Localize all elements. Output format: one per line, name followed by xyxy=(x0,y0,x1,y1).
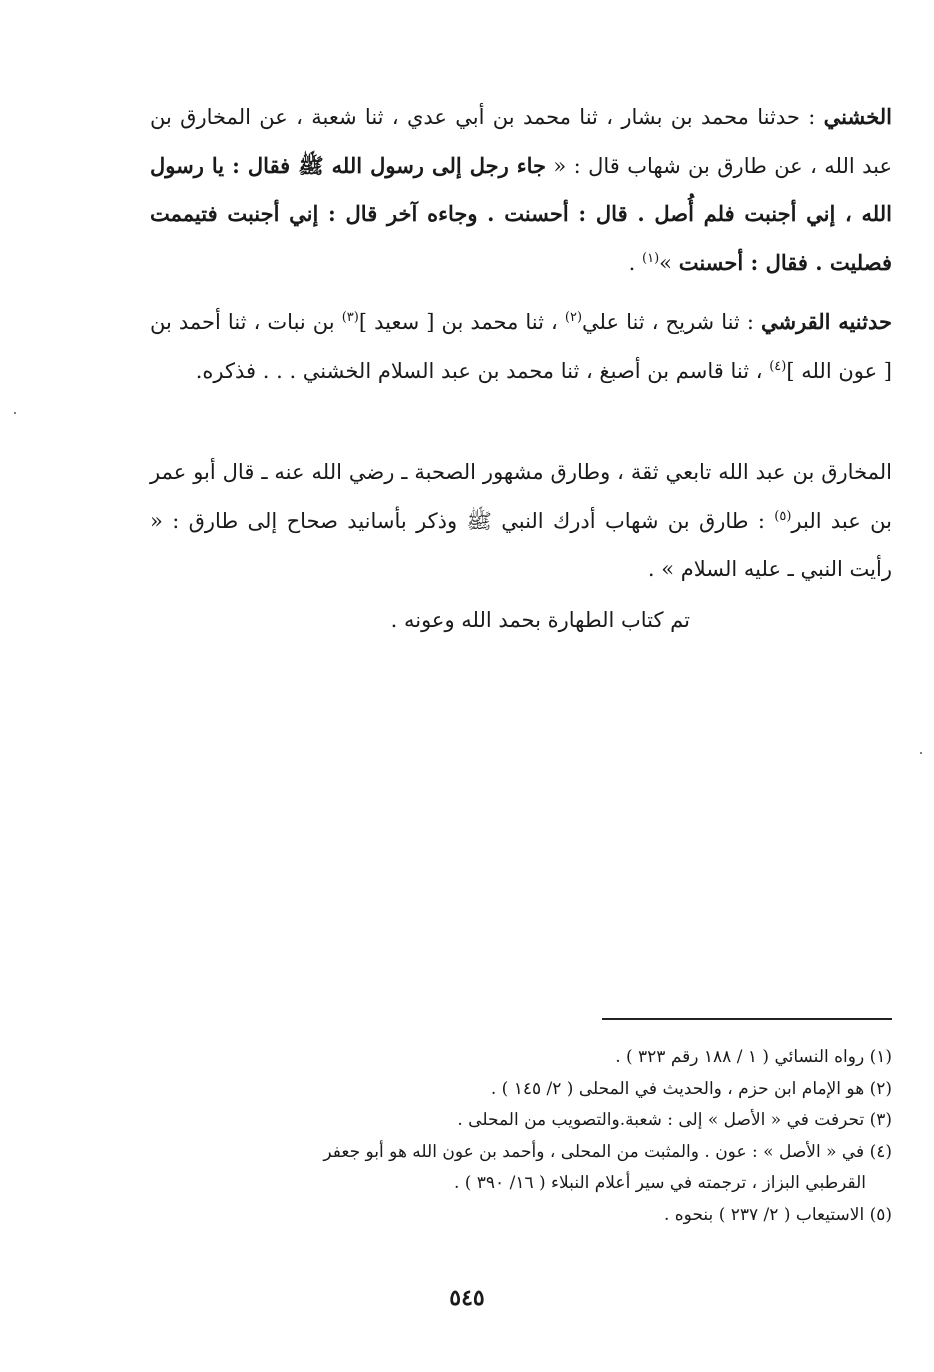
period: . xyxy=(628,250,643,275)
narrator-name: الخشني xyxy=(823,104,892,129)
hadith-matn: جاء رجل إلى رسول الله ﷺ فقال : يا رسول الله ، إني أجنبت فلم أُصل . قال : أحسنت . وجاءه آخر قال : إني أجنبت فتيممت فصليت . فقال : أحسنت xyxy=(150,152,892,275)
narrator-name: حدثنيه القرشي xyxy=(760,309,892,334)
page-number: ٥٤٥ xyxy=(449,1285,485,1311)
quote-close: » xyxy=(659,250,679,275)
isnad-text: بن نبات ، ثنا أحمد بن [ عون الله ] xyxy=(150,310,892,383)
isnad-text: : حدثنا محمد بن بشار ، ثنا محمد بن أبي عدي ، ثنا شعبة ، عن المخارق بن عبد الله ، عن طارق بن شهاب قال : « xyxy=(150,105,892,178)
isnad-text: : ثنا شريح ، ثنا علي xyxy=(582,310,761,334)
footnote-ref: (٤) xyxy=(769,358,787,374)
commentary-text: : طارق بن شهاب أدرك النبي ﷺ وذكر بأسانيد صحاح إلى طارق : « رأيت النبي ـ عليه السلام » . xyxy=(150,508,892,581)
footnotes xyxy=(150,1042,892,1231)
footnote-ref: (١) xyxy=(642,250,660,266)
footnote-4: (٤) في « الأصل » : عون . والمثبت من المحلى ، وأحمد بن عون الله هو أبو جعفر xyxy=(323,1141,892,1162)
footnote-4-line-2: القرطبي البزاز ، ترجمته في سير أعلام النبلاء ( ١٦/ ٣٩٠ ) . xyxy=(453,1173,866,1193)
footnote-5: (٥) الاستيعاب ( ٢/ ٢٣٧ ) بنحوه . xyxy=(663,1204,892,1225)
footnote-3: (٣) تحرفت في « الأصل » إلى : شعبة.والتصويب من المحلى . xyxy=(457,1110,892,1130)
footnote-ref: (٣) xyxy=(341,310,359,325)
footnote-4-continued xyxy=(150,1168,892,1200)
footnote-separator xyxy=(602,1018,892,1020)
scan-speck xyxy=(920,752,922,754)
closing-text: تم كتاب الطهارة بحمد الله وعونه . xyxy=(390,608,690,632)
commentary-paragraph xyxy=(150,448,892,594)
footnote-1: (١) رواه النسائي ( ١ / ١٨٨ رقم ٣٢٣ ) . xyxy=(615,1047,892,1067)
hadith-paragraph xyxy=(150,93,892,287)
footnote-ref: (٢) xyxy=(564,310,583,325)
isnad-text: ، ثنا محمد بن [ سعيد ] xyxy=(358,310,565,334)
isnad-text: ، ثنا قاسم بن أصبغ ، ثنا محمد بن عبد السلام الخشني . . . فذكره. xyxy=(195,358,770,383)
isnad-paragraph xyxy=(150,298,892,395)
commentary-text: المخارق بن عبد الله تابعي ثقة ، وطارق مشهور الصحبة ـ رضي الله عنه ـ قال أبو عمر بن عبد البر xyxy=(150,460,892,533)
footnote-ref: (٥) xyxy=(774,508,792,524)
footnote-2: (٢) هو الإمام ابن حزم ، والحديث في المحلى ( ٢/ ١٤٥ ) . xyxy=(490,1078,892,1099)
chapter-closing xyxy=(150,600,892,640)
scan-speck xyxy=(14,412,16,414)
